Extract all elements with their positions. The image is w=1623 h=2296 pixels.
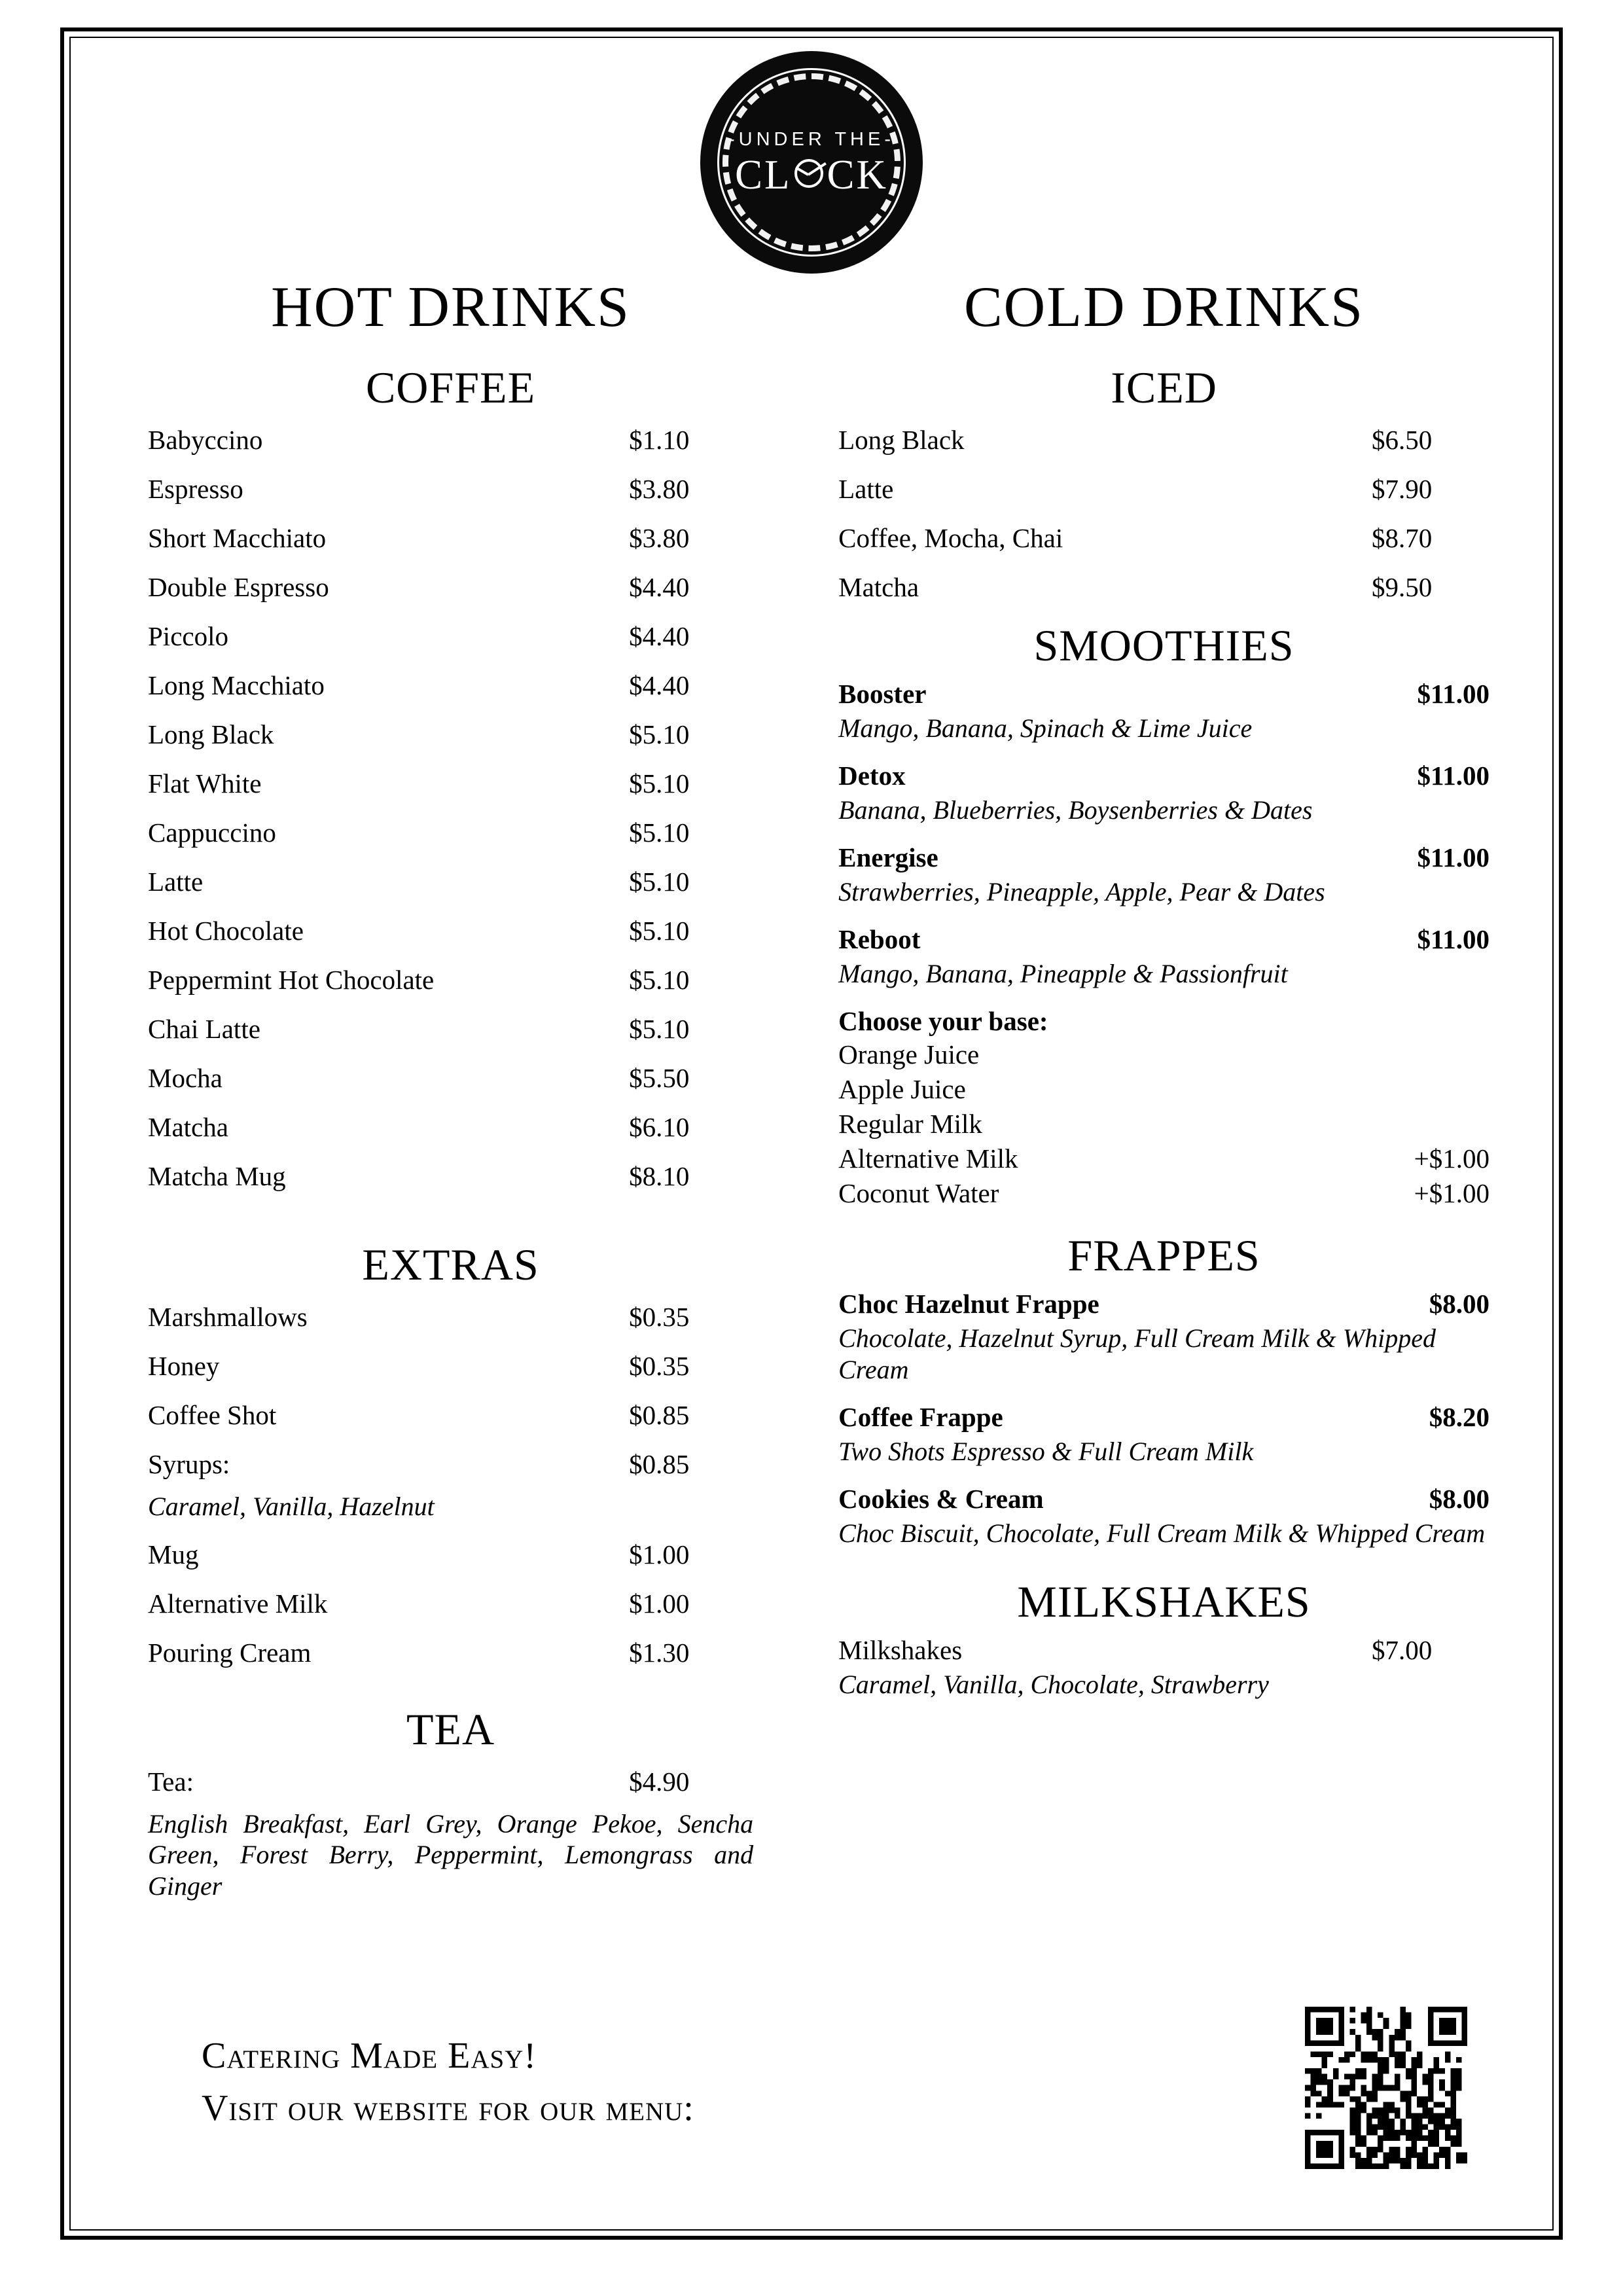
menu-row: [148, 574, 753, 601]
item-price: $5.10: [629, 768, 690, 798]
menu-row: [838, 427, 1489, 454]
column-hot-drinks: [71, 276, 782, 1901]
item-note: Mango, Banana, Pineapple & Passionfruit: [838, 959, 1288, 988]
item-name: Coffee Frappe: [838, 1402, 1003, 1432]
item-name: Latte: [838, 474, 894, 504]
qr-code-svg: [1305, 2007, 1467, 2169]
logo-word-right: CK: [827, 152, 889, 198]
item-name: Orange Juice: [838, 1039, 980, 1069]
item-price: $8.00: [1429, 1484, 1489, 1514]
iced-section-title: ICED: [1111, 363, 1217, 412]
menu-row: [148, 1451, 753, 1478]
frappes-section-title: FRAPPES: [1067, 1230, 1260, 1280]
item-name: Piccolo: [148, 621, 228, 651]
menu-row: [148, 1640, 753, 1666]
item-price: +$1.00: [1414, 1143, 1489, 1174]
item-name: Long Macchiato: [148, 670, 325, 700]
item-name: Syrups:: [148, 1449, 230, 1479]
menu-row: [838, 681, 1489, 708]
item-name: Detox: [838, 761, 906, 791]
item-name: Hot Chocolate: [148, 916, 304, 946]
item-name: Matcha: [838, 572, 919, 602]
menu-row: [148, 1353, 753, 1380]
tea-section-title: TEA: [406, 1704, 495, 1755]
item-name: Honey: [148, 1351, 220, 1381]
menu-row: [148, 721, 753, 748]
item-note: Strawberries, Pineapple, Apple, Pear & Dates: [838, 877, 1325, 906]
item-name: Latte: [148, 867, 204, 897]
choose-base-header: Choose your base:: [838, 1006, 1048, 1036]
item-name: Long Black: [838, 425, 965, 455]
catering-text: [202, 2007, 1305, 2134]
item-price: $5.10: [629, 916, 690, 946]
menu-row: [838, 926, 1489, 953]
item-note: Choc Biscuit, Chocolate, Full Cream Milk & Whipped Cream: [838, 1518, 1486, 1548]
menu-row: [838, 1180, 1489, 1207]
item-name: Mug: [148, 1539, 199, 1570]
menu-row: [148, 1304, 753, 1331]
menu-row: [148, 1768, 753, 1795]
iced-list: [838, 427, 1489, 601]
menu-row: [148, 967, 753, 994]
item-price: +$1.00: [1414, 1178, 1489, 1208]
menu-row: [148, 1163, 753, 1190]
menu-row: [838, 762, 1489, 789]
logo-badge: [700, 51, 923, 274]
menu-row: [148, 1541, 753, 1568]
menu-row: [838, 525, 1489, 552]
logo-word-left: CL: [734, 152, 792, 198]
item-price: $0.85: [629, 1400, 690, 1430]
menu-row: [148, 1402, 753, 1429]
tea-list: [148, 1768, 753, 1901]
item-name: Double Espresso: [148, 572, 329, 602]
extras-section-title: EXTRAS: [362, 1240, 539, 1289]
item-price: $11.00: [1417, 842, 1489, 872]
item-price: $11.00: [1417, 679, 1489, 709]
item-name: Long Black: [148, 719, 274, 749]
item-price: $7.00: [1372, 1635, 1433, 1665]
item-price: $11.00: [1417, 761, 1489, 791]
column-cold-drinks: [782, 276, 1552, 1901]
item-name: Short Macchiato: [148, 523, 327, 553]
menu-row: [838, 1145, 1489, 1172]
smoothies-list: [838, 681, 1489, 1207]
menu-row: [148, 1065, 753, 1092]
menu-row: [148, 623, 753, 650]
smoothies-section-title: SMOOTHIES: [1033, 620, 1294, 670]
logo-wordmark: [735, 154, 888, 196]
item-name: Pouring Cream: [148, 1638, 312, 1668]
item-name: Coconut Water: [838, 1178, 999, 1208]
item-price: $11.00: [1417, 924, 1489, 954]
item-price: $5.10: [629, 817, 690, 848]
item-price: $4.40: [629, 670, 690, 700]
item-name: Coffee Shot: [148, 1400, 277, 1430]
menu-row: [838, 1076, 1489, 1103]
item-name: Energise: [838, 842, 938, 872]
menu-row: [148, 1590, 753, 1617]
catering-website-prompt: Visit our website for our menu:: [202, 2087, 694, 2128]
item-name: Marshmallows: [148, 1302, 308, 1332]
menu-row: [148, 1114, 753, 1141]
item-price: $0.35: [629, 1351, 690, 1381]
menu-row: [148, 427, 753, 454]
item-price: $7.90: [1372, 474, 1433, 504]
footer: [71, 2007, 1552, 2169]
item-name: Milkshakes: [838, 1635, 963, 1665]
item-name: Flat White: [148, 768, 262, 798]
menu-row: [148, 770, 753, 797]
item-note: Caramel, Vanilla, Chocolate, Strawberry: [838, 1670, 1269, 1699]
item-name: Matcha Mug: [148, 1161, 286, 1191]
logo-tagline: -UNDER THE-: [728, 129, 895, 150]
item-price: $5.10: [629, 867, 690, 897]
milkshakes-section-title: MILKSHAKES: [1017, 1577, 1311, 1626]
item-note: English Breakfast, Earl Grey, Orange Pekoe, Sencha Green, Forest Berry, Peppermint, Lemongrass and Ginger: [148, 1809, 754, 1901]
item-name: Chai Latte: [148, 1014, 260, 1044]
item-price: $6.50: [1372, 425, 1433, 455]
item-name: Matcha: [148, 1112, 228, 1142]
item-price: $0.35: [629, 1302, 690, 1332]
brand-logo: [700, 51, 923, 274]
coffee-list: [148, 427, 753, 1190]
item-name: Booster: [838, 679, 927, 709]
item-name: Apple Juice: [838, 1074, 966, 1104]
item-price: $0.85: [629, 1449, 690, 1479]
menu-columns: [71, 276, 1552, 1901]
menu-row: [838, 1041, 1489, 1068]
item-name: Mocha: [148, 1063, 223, 1093]
menu-frame-outer: [60, 27, 1563, 2240]
item-note: Mango, Banana, Spinach & Lime Juice: [838, 713, 1253, 743]
menu-content: [71, 38, 1552, 2229]
menu-row: [148, 819, 753, 846]
item-price: $3.80: [629, 523, 690, 553]
item-price: $4.40: [629, 621, 690, 651]
item-name: Espresso: [148, 474, 243, 504]
item-price: $9.50: [1372, 572, 1433, 602]
menu-row: [838, 1637, 1489, 1664]
item-price: $5.50: [629, 1063, 690, 1093]
item-name: Cappuccino: [148, 817, 276, 848]
coffee-section-title: COFFEE: [365, 363, 536, 412]
item-price: $3.80: [629, 474, 690, 504]
menu-row: [148, 525, 753, 552]
item-price: $1.10: [629, 425, 690, 455]
menu-row: [838, 1111, 1489, 1138]
menu-row: [148, 1016, 753, 1043]
item-price: $8.10: [629, 1161, 690, 1191]
extras-list: [148, 1304, 753, 1666]
hot-drinks-title: HOT DRINKS: [271, 276, 630, 339]
catering-headline: Catering Made Easy!: [202, 2036, 537, 2076]
item-price: $1.00: [629, 1539, 690, 1570]
qr-code-icon[interactable]: [1305, 2007, 1467, 2169]
item-note: Caramel, Vanilla, Hazelnut: [148, 1492, 435, 1521]
item-note: Two Shots Espresso & Full Cream Milk: [838, 1437, 1254, 1466]
item-name: Regular Milk: [838, 1109, 982, 1139]
menu-row: [148, 869, 753, 895]
menu-frame-inner: [69, 37, 1554, 2231]
item-name: Reboot: [838, 924, 921, 954]
milkshakes-list: [838, 1637, 1489, 1700]
menu-row: [148, 672, 753, 699]
menu-row: [838, 1291, 1489, 1318]
item-note: Chocolate, Hazelnut Syrup, Full Cream Milk & Whipped Cream: [838, 1323, 1436, 1384]
item-price: $4.90: [629, 1767, 690, 1797]
item-name: Peppermint Hot Chocolate: [148, 965, 435, 995]
clock-icon: [791, 158, 827, 193]
item-price: $8.00: [1429, 1289, 1489, 1319]
item-name: Coffee, Mocha, Chai: [838, 523, 1063, 553]
frappes-list: [838, 1291, 1489, 1549]
item-price: $5.10: [629, 719, 690, 749]
menu-row: [838, 574, 1489, 601]
item-name: Choc Hazelnut Frappe: [838, 1289, 1099, 1319]
item-price: $5.10: [629, 965, 690, 995]
item-name: Alternative Milk: [838, 1143, 1018, 1174]
menu-row: [838, 1404, 1489, 1431]
item-note: Banana, Blueberries, Boysenberries & Dates: [838, 795, 1313, 825]
cold-drinks-title: COLD DRINKS: [963, 276, 1364, 339]
item-price: $1.30: [629, 1638, 690, 1668]
item-price: $4.40: [629, 572, 690, 602]
menu-row: [838, 844, 1489, 871]
menu-row: [838, 1486, 1489, 1513]
item-price: $6.10: [629, 1112, 690, 1142]
item-name: Alternative Milk: [148, 1588, 328, 1619]
menu-row: [148, 476, 753, 503]
item-price: $1.00: [629, 1588, 690, 1619]
item-price: $5.10: [629, 1014, 690, 1044]
item-price: $8.20: [1429, 1402, 1489, 1432]
menu-row: [148, 918, 753, 944]
item-name: Babyccino: [148, 425, 263, 455]
item-name: Cookies & Cream: [838, 1484, 1044, 1514]
item-name: Tea:: [148, 1767, 194, 1797]
menu-row: [838, 476, 1489, 503]
item-price: $8.70: [1372, 523, 1433, 553]
